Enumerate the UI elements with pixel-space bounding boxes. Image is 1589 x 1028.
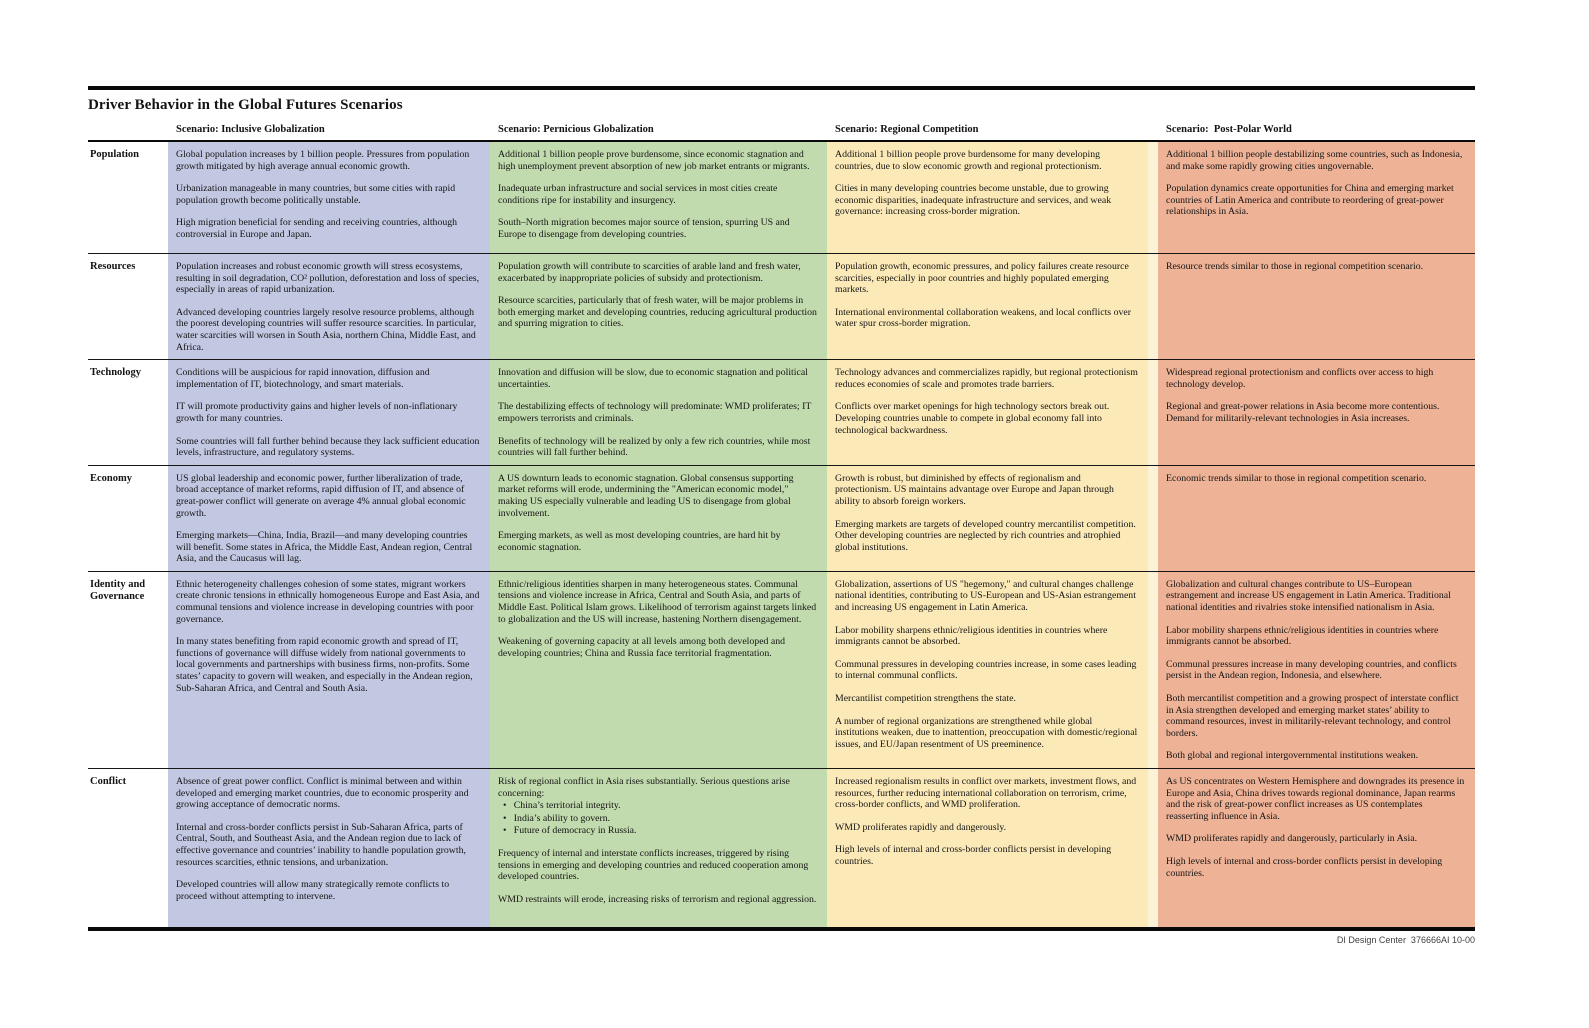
scenario-cell bbox=[827, 254, 1148, 359]
cell-paragraph: Regional and great-power relations in Asia become more contentious. Demand for militarily-relevant technologies in Asia increases. bbox=[1166, 401, 1440, 424]
cell-paragraph: Risk of regional conflict in Asia rises substantially. Serious questions arise concerning: bbox=[498, 776, 790, 799]
cell-paragraph: As US concentrates on Western Hemisphere and downgrades its presence in Europe and Asia, China drives towards regional dominance, Japan rearms and the risk of great-power conflict increases as US contemplates reasserting influence in Asia. bbox=[1166, 776, 1465, 822]
cell-paragraph: Inadequate urban infrastructure and social services in most cities create conditions ripe for instability and insurgency. bbox=[498, 183, 778, 206]
scenario-cell bbox=[168, 254, 490, 359]
cell-paragraph: WMD proliferates rapidly and dangerously, particularly in Asia. bbox=[1166, 833, 1418, 845]
cell-paragraph: Both mercantilist competition and a growing prospect of interstate conflict in Asia strengthen developed and emerging market states’ ability to command resources, invest in militarily-relevant technology, and control borders. bbox=[1166, 693, 1459, 739]
scenario-cell bbox=[168, 572, 490, 768]
top-rule bbox=[88, 86, 1475, 90]
cell-paragraph: Additional 1 billion people prove burdensome, since economic stagnation and high unemployment prevent absorption of new job market entrants or migrants. bbox=[498, 149, 810, 172]
scenario-cell bbox=[490, 142, 827, 253]
row-label: Economy bbox=[90, 472, 132, 484]
scenario-cell bbox=[1158, 572, 1475, 768]
cell-paragraph: South–North migration becomes major source of tension, spurring US and Europe to disengage from developing countries. bbox=[498, 217, 790, 240]
cell-paragraph: Additional 1 billion people prove burdensome for many developing countries, due to slow economic growth and regional protectionism. bbox=[835, 149, 1102, 172]
cell-paragraph: Globalization, assertions of US "hegemony," and cultural changes challenge national identities, contributing to US-European and US-Asian estrangement and increasing US engagement in Latin America. bbox=[835, 578, 1136, 614]
cell-paragraph: Population growth, economic pressures, and policy failures create resource scarcities, especially in poor countries and highly populated emerging markets. bbox=[835, 261, 1129, 296]
cell-paragraph: Emerging markets—China, India, Brazil—and many developing countries will benefit. Some states in Africa, the Middle East, Andean region, Central Asia, and the Caucasus will lag. bbox=[176, 530, 473, 565]
cell-paragraph: Population growth will contribute to scarcities of arable land and fresh water, exacerbated by inappropriate policies of subsidy and protectionism. bbox=[498, 261, 801, 284]
scenario-header-row bbox=[88, 124, 1475, 140]
scenario-cell bbox=[1158, 769, 1475, 927]
scenario-cell bbox=[827, 466, 1148, 571]
cell-paragraph: Ethnic heterogeneity challenges cohesion of some states, migrant workers create chronic tensions in ethnically homogeneous Europe and East Asia, and communal tensions and violence increase in developing countries with poor governance. bbox=[176, 578, 480, 625]
cell-paragraph: Absence of great power conflict. Conflict is minimal between and within developed and emerging market countries, due to economic prosperity and growing acceptance of democratic norms. bbox=[176, 776, 469, 811]
column-gap bbox=[1148, 769, 1158, 927]
cell-paragraph: High levels of internal and cross-border conflicts persist in developing countries. bbox=[1166, 855, 1443, 879]
design-center-credit: DI Design Center 376666AI 10-00 bbox=[1336, 934, 1475, 945]
cell-paragraph: Global population increases by 1 billion people. Pressures from population growth mitigated by high average annual economic growth. bbox=[176, 149, 470, 172]
cell-paragraph: Labor mobility sharpens ethnic/religious identities in countries where immigrants cannot be absorbed. bbox=[1166, 624, 1439, 648]
cell-paragraph: Additional 1 billion people destabilizing some countries, such as Indonesia, and make some rapidly growing cities ungovernable. bbox=[1166, 149, 1463, 172]
scenario-cell bbox=[1158, 466, 1475, 571]
row-label: Resources bbox=[90, 261, 136, 272]
column-gap bbox=[1148, 254, 1158, 359]
cell-paragraph: In many states benefiting from rapid economic growth and spread of IT, functions of governance will diffuse widely from national governments to local governments and partnerships with business firms, non-profits. Some states’ capacity to govern will weaken, and especially in the Andean region, Sub-Saharan Africa, and Central and South Asia. bbox=[176, 636, 473, 694]
column-gap bbox=[1148, 142, 1158, 253]
scenario-cell bbox=[827, 572, 1148, 768]
cell-paragraph: Weakening of governing capacity at all levels among both developed and developing countries; China and Russia face territorial fragmentation. bbox=[498, 636, 786, 659]
scenario-cell bbox=[1158, 360, 1475, 465]
scenario-cell bbox=[168, 466, 490, 571]
scenario-cell bbox=[1158, 254, 1475, 359]
row-label: Conflict bbox=[90, 776, 127, 787]
scenario-cell bbox=[168, 769, 490, 927]
scenario-cell bbox=[1158, 142, 1475, 253]
column-header-regional-competition: Scenario: Regional Competition bbox=[835, 124, 979, 135]
scenario-cell bbox=[168, 142, 490, 253]
column-gap bbox=[1148, 360, 1158, 465]
cell-paragraph: The destabilizing effects of technology will predominate: WMD proliferates; IT empowers terrorists and criminals. bbox=[498, 401, 812, 424]
cell-paragraph: Population increases and robust economic growth will stress ecosystems, resulting in soil degradation, CO² pollution, deforestation and loss of species, especially in areas of rapid urbanization. bbox=[176, 261, 480, 296]
cell-bullet-item: • India’s ability to govern. bbox=[503, 812, 611, 824]
cell-paragraph: Developed countries will allow many strategically remote conflicts to proceed without attempting to intervene. bbox=[176, 879, 450, 902]
cell-paragraph: Communal pressures in developing countries increase, in some cases leading to internal communal conflicts. bbox=[835, 658, 1137, 682]
scenario-cell bbox=[827, 769, 1148, 927]
cell-paragraph: Mercantilist competition strengthens the state. bbox=[835, 693, 1016, 705]
cell-paragraph: Increased regionalism results in conflict over markets, investment flows, and resources, further reducing international collaboration on terrorism, crime, cross-border conflicts, and WMD proliferation. bbox=[835, 776, 1137, 811]
cell-paragraph: Ethnic/religious identities sharpen in many heterogeneous states. Communal tensions and violence increase in Africa, Central and South Asia, and parts of Middle East. Political Islam grows. Likelihood of terrorism against targets linked to globalization and the US will increase, hastening Northern disengagement. bbox=[498, 578, 817, 625]
cell-paragraph: Advanced developing countries largely resolve resource problems, although the poorest developing countries will suffer resource scarcities. In particular, water scarcities will worsen in South Asia, northern China, Middle East, and Africa. bbox=[176, 306, 477, 353]
cell-bullet-item: • China’s territorial integrity. bbox=[503, 800, 621, 812]
scenario-cell bbox=[827, 360, 1148, 465]
cell-paragraph: Urbanization manageable in many countries, but some cities with rapid population growth become politically unstable. bbox=[176, 183, 456, 206]
cell-paragraph: Frequency of internal and interstate conflicts increases, triggered by rising tensions in emerging and developing countries and reduced cooperation among developed countries. bbox=[498, 847, 809, 883]
cell-paragraph: Conflicts over market openings for high technology sectors break out. Developing countries unable to compete in global economy fall into technological backwardness. bbox=[835, 401, 1110, 436]
table-row bbox=[88, 768, 1475, 927]
scenario-cell bbox=[168, 360, 490, 465]
cell-paragraph: Widespread regional protectionism and conflicts over access to high technology develop. bbox=[1166, 367, 1434, 390]
scenario-cell bbox=[490, 769, 827, 927]
cell-paragraph: Benefits of technology will be realized by only a few rich countries, while most countries will fall further behind. bbox=[498, 435, 811, 459]
row-label: Population bbox=[90, 149, 140, 160]
cell-paragraph: High levels of internal and cross-border conflicts persist in developing countries. bbox=[835, 844, 1112, 867]
column-header-pernicious-globalization: Scenario: Pernicious Globalization bbox=[498, 124, 654, 135]
cell-paragraph: Cities in many developing countries become unstable, due to growing economic disparities, inadequate infrastructure and services, and weak governance: increasing cross-border migration. bbox=[835, 183, 1112, 218]
column-header-post-polar-world: Scenario: Post-Polar World bbox=[1166, 124, 1292, 135]
scenario-cell bbox=[490, 360, 827, 465]
scenario-cell bbox=[490, 572, 827, 768]
cell-paragraph: Technology advances and commercializes rapidly, but regional protectionism reduces economies of scale and promotes trade barriers. bbox=[835, 367, 1138, 390]
cell-paragraph: Economic trends similar to those in regional competition scenario. bbox=[1166, 472, 1427, 484]
table-row bbox=[88, 465, 1475, 571]
cell-paragraph: Conditions will be auspicious for rapid innovation, diffusion and implementation of IT, biotechnology, and smart materials. bbox=[176, 367, 430, 390]
cell-paragraph: Emerging markets, as well as most developing countries, are hard hit by economic stagnation. bbox=[498, 530, 781, 553]
row-label: Identity and Governance bbox=[90, 578, 146, 603]
cell-paragraph: Some countries will fall further behind because they lack sufficient education levels, infrastructure, and regulatory systems. bbox=[176, 435, 480, 459]
cell-paragraph: Population dynamics create opportunities for China and emerging market countries of Latin America and contribute to reordering of great-power relationships in Asia. bbox=[1166, 183, 1454, 218]
table-row bbox=[88, 253, 1475, 359]
column-header-inclusive-globalization: Scenario: Inclusive Globalization bbox=[176, 124, 325, 135]
cell-paragraph: Innovation and diffusion will be slow, due to economic stagnation and political uncertainties. bbox=[498, 367, 808, 390]
scenario-matrix-table bbox=[88, 142, 1475, 927]
cell-paragraph: Resource trends similar to those in regional competition scenario. bbox=[1166, 261, 1424, 272]
document-sheet bbox=[88, 86, 1475, 945]
cell-paragraph: IT will promote productivity gains and higher levels of non-inflationary growth for many countries. bbox=[176, 401, 458, 424]
cell-paragraph: Both global and regional intergovernmental institutions weaken. bbox=[1166, 750, 1419, 762]
cell-paragraph: High migration beneficial for sending and receiving countries, although controversial in Europe and Japan. bbox=[176, 217, 458, 240]
row-label: Technology bbox=[90, 367, 141, 379]
cell-paragraph: US global leadership and economic power, further liberalization of trade, broad acceptance of market reforms, rapid diffusion of IT, and absence of great-power conflict will generate on average 4% annual global economic growth. bbox=[176, 472, 466, 519]
table-row bbox=[88, 142, 1475, 253]
cell-paragraph: WMD proliferates rapidly and dangerously. bbox=[835, 821, 1007, 833]
cell-paragraph: WMD restraints will erode, increasing risks of terrorism and regional aggression. bbox=[498, 893, 817, 905]
table-row bbox=[88, 359, 1475, 465]
scenario-cell bbox=[490, 466, 827, 571]
scenario-cell bbox=[827, 142, 1148, 253]
page-title: Driver Behavior in the Global Futures Scenarios bbox=[88, 97, 403, 113]
column-gap bbox=[1148, 466, 1158, 571]
cell-paragraph: Internal and cross-border conflicts persist in Sub-Saharan Africa, parts of Central, South, and Southeast Asia, and the Andean region due to lack of effective governance and countries’ inability to handle population growth, resources scarcities, ethnic tensions, and urbanization. bbox=[176, 821, 466, 868]
cell-bullet-item: • Future of democracy in Russia. bbox=[503, 825, 637, 837]
cell-paragraph: Growth is robust, but diminished by effects of regionalism and protectionism. US maintains advantage over Europe and Japan through ability to absorb foreign workers. bbox=[835, 472, 1114, 507]
scenario-cell bbox=[490, 254, 827, 359]
cell-paragraph: A US downturn leads to economic stagnation. Global consensus supporting market reforms will erode, undermining the "American economic model," making US especially vulnerable and leading US to disengage from global involvement. bbox=[498, 472, 794, 519]
cell-paragraph: A number of regional organizations are strengthened while global institutions weaken, due to inattention, preoccupation with domestic/regional issues, and EU/Japan resentment of US preeminence. bbox=[835, 715, 1138, 750]
column-gap bbox=[1148, 572, 1158, 768]
cell-paragraph: Labor mobility sharpens ethnic/religious identities in countries where immigrants cannot be absorbed. bbox=[835, 624, 1108, 648]
cell-paragraph: Emerging markets are targets of developed country mercantilist competition. Other developing countries are neglected by rich countries and atrophied global institutions. bbox=[835, 518, 1136, 553]
cell-paragraph: Resource scarcities, particularly that of fresh water, will be major problems in both emerging market and developing countries, reducing agricultural production and spurring migration to cities. bbox=[498, 295, 817, 330]
cell-paragraph: Communal pressures increase in many developing countries, and conflicts persist in the Andean region, Indonesia, and elsewhere. bbox=[1166, 658, 1457, 682]
cell-paragraph: International environmental collaboration weakens, and local conflicts over water spur cross-border migration. bbox=[835, 306, 1131, 330]
bottom-rule bbox=[88, 927, 1475, 931]
cell-paragraph: Globalization and cultural changes contribute to US–European estrangement and increase US engagement in Latin America. Traditional national identities and rivalries stoke intensified nationalism in Asia. bbox=[1166, 578, 1451, 614]
table-row bbox=[88, 571, 1475, 768]
